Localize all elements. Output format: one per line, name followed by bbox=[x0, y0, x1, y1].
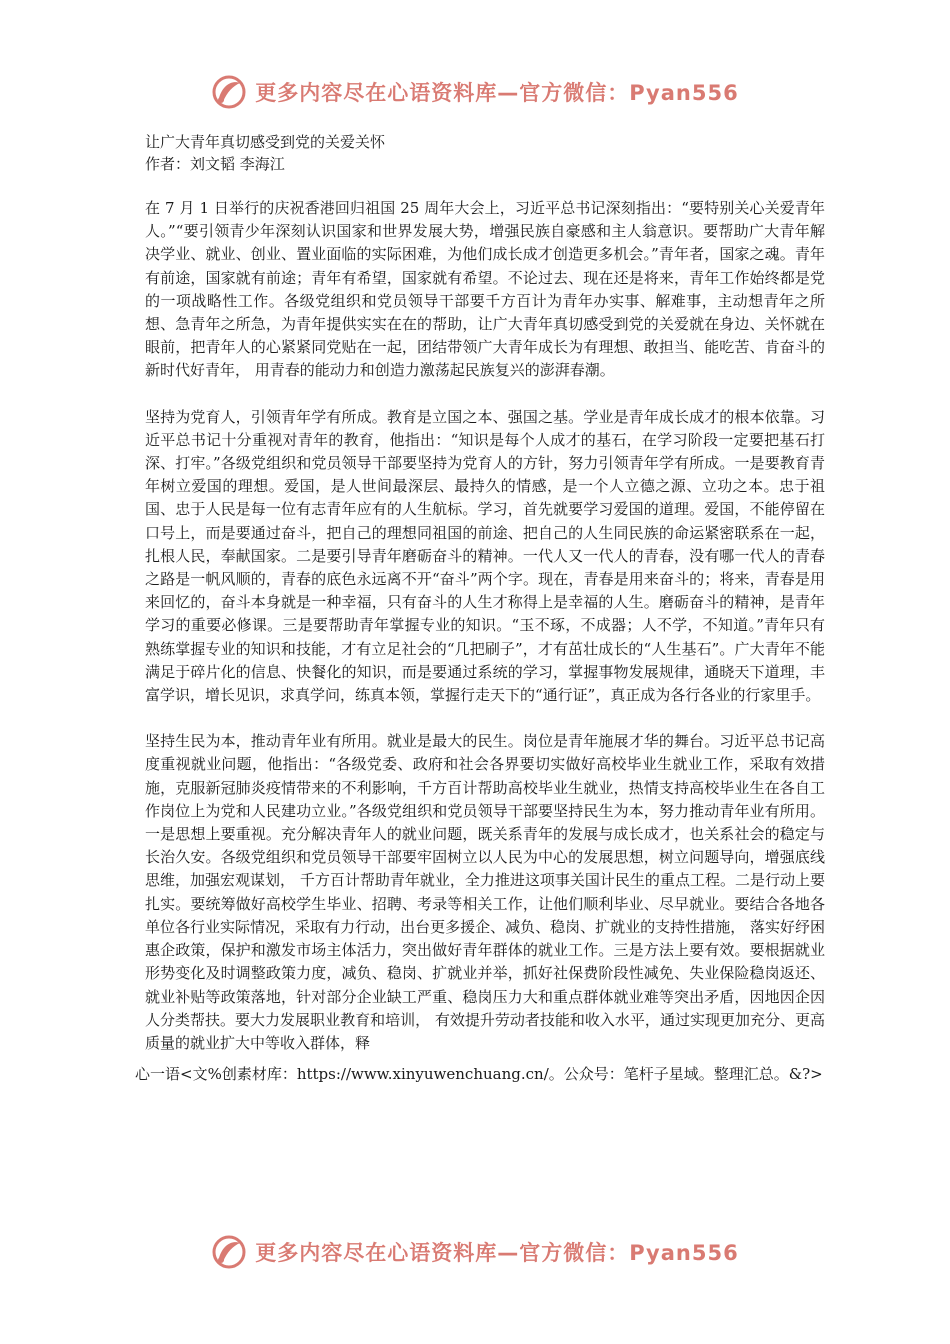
paragraph-intro: 在 7 月 1 日举行的庆祝香港回归祖国 25 周年大会上，习近平总书记深刻指出：“要特别关心关爱青年人。”“要引领青少年深刻认识国家和世界发展大势，增强民族自豪感和主人翁意识。要帮助广大青年解决学业、就业、创业、置业面临的实际困难，为他们成长成才创造更多机会。”青年者，国家之魂。青年有前途，国家就有前途；青年有希望，国家就有希望。不论过去、现在还是将来，青年工作始终都是党的一项战略性工作。各级党组织和党员领导干部要千方百计为青年办实事、解难事，主动想青年之所想、急青年之所急，为青年提供实实在在的帮助，让广大青年真切感受到党的关爱就在身边、关怀就在眼前，把青年人的心紧紧同党贴在一起，团结带领广大青年成长为有理想、敢担当、能吃苦、肯奋斗的新时代好青年， 用青春的能动力和创造力激荡起民族复兴的澎湃春潮。 bbox=[145, 199, 825, 380]
banner-text: 更多内容尽在心语资料库—官方微信：Pyan556 bbox=[255, 81, 739, 105]
brand-logo-icon bbox=[211, 74, 247, 110]
source-note: 心一语<文%创素材库：https://www.xinyuwenchuang.cn/。公众号：笔杆子星域。整理汇总。&?> bbox=[135, 1065, 823, 1084]
brand-logo-icon bbox=[211, 1234, 247, 1270]
article-author: 作者：刘文韬 李海江 bbox=[145, 155, 285, 173]
paragraph-employment: 坚持生民为本，推动青年业有所用。就业是最大的民生。岗位是青年施展才华的舞台。习近平总书记高度重视就业问题，他指出：“各级党委、政府和社会各界要切实做好高校毕业生就业工作，采取有效措施，克服新冠肺炎疫情带来的不利影响，千方百计帮助高校毕业生就业，热情支持高校毕业生在各自工作岗位上为党和人民建功立业。”各级党组织和党员领导干部要坚持民生为本，努力推动青年业有所用。一是思想上要重视。充分解决青年人的就业问题，既关系青年的发展与成长成才，也关系社会的稳定与长治久安。各级党组织和党员领导干部要牢固树立以人民为中心的发展思想，树立问题导向，增强底线思维，加强宏观谋划， 千方百计帮助青年就业，全力推进这项事关国计民生的重点工程。二是行动上要扎实。要统筹做好高校学生毕业、招聘、考录等相关工作，让他们顺利毕业、尽早就业。要结合各地各单位各行业实际情况，采取有力行动，出台更多援企、减负、稳岗、扩就业的支持性措施， 落实好纾困惠企政策，保护和激发市场主体活力，突出做好青年群体的就业工作。三是方法上要有效。要根据就业形势变化及时调整政策力度，减负、稳岗、扩就业并举，抓好社保费阶段性减免、失业保险稳岗返还、就业补贴等政策落地，针对部分企业缺工严重、稳岗压力大和重点群体就业难等突出矛盾，因地因企因人分类帮扶。要大力发展职业教育和培训， 有效提升劳动者技能和收入水平，通过实现更加充分、更高质量的就业扩大中等收入群体，释 bbox=[145, 732, 825, 1052]
banner-text: 更多内容尽在心语资料库—官方微信：Pyan556 bbox=[255, 1241, 739, 1265]
article-title: 让广大青年真切感受到党的关爱关怀 bbox=[145, 133, 386, 151]
footer-watermark-banner bbox=[0, 1232, 950, 1272]
paragraph-education: 坚持为党育人，引领青年学有所成。教育是立国之本、强国之基。学业是青年成长成才的根本依靠。习近平总书记十分重视对青年的教育，他指出：“知识是每个人成才的基石，在学习阶段一定要把基石打深、打牢。”各级党组织和党员领导干部要坚持为党育人的方针，努力引领青年学有所成。一是要教育青年树立爱国的理想。爱国，是人世间最深层、最持久的情感，是一个人立德之源、立功之本。忠于祖国、忠于人民是每一位有志青年应有的人生航标。学习，首先就要学习爱国的道理。爱国，不能停留在口号上，而是要通过奋斗，把自己的理想同祖国的前途、把自己的人生同民族的命运紧密联系在一起，扎根人民，奉献国家。二是要引导青年磨砺奋斗的精神。一代人又一代人的青春，没有哪一代人的青春之路是一帆风顺的，青春的底色永远离不开“奋斗”两个字。现在，青春是用来奋斗的；将来，青春是用来回忆的，奋斗本身就是一种幸福，只有奋斗的人生才称得上是幸福的人生。磨砺奋斗的精神，是青年学习的重要必修课。三是要帮助青年掌握专业的知识。“玉不琢，不成器；人不学，不知道。”青年只有熟练掌握专业的知识和技能，才有立足社会的“几把刷子”，才有茁壮成长的“人生基石”。广大青年不能满足于碎片化的信息、快餐化的知识，而是要通过系统的学习，掌握事物发展规律，通晓天下道理，丰富学识，增长见识，求真学问，练真本领，掌握行走天下的“通行证”，真正成为各行各业的行家里手。 bbox=[145, 407, 825, 705]
article bbox=[135, 131, 825, 1085]
header-watermark-banner bbox=[0, 72, 950, 112]
